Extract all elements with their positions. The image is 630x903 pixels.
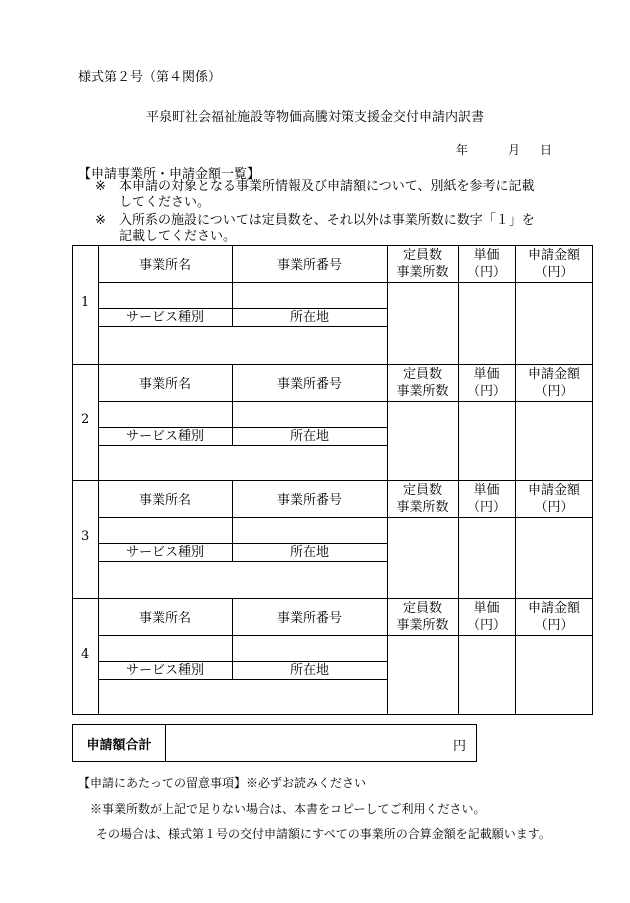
block-2-row-line-2: [98, 445, 387, 446]
header-capacity-line1: 定員数: [402, 248, 442, 263]
header-capacity-line1: 定員数: [402, 483, 442, 498]
block-4-header-line: [98, 635, 593, 636]
header-office-name: 事業所名: [138, 258, 191, 273]
header-office-number: 事業所番号: [276, 611, 342, 626]
block-3-row-line-2: [98, 561, 387, 562]
header-office-number: 事業所番号: [276, 493, 342, 508]
date-line: [456, 141, 552, 158]
date-month-field[interactable]: [508, 141, 540, 158]
label-address: 所在地: [289, 310, 329, 325]
remarks-line-1: ※事業所数が上記で足りない場合は、本書をコピーしてご利用ください。: [90, 802, 486, 816]
section-heading: 【申請事業所・申請金額一覧】: [78, 167, 261, 182]
total-unit: 円: [452, 739, 466, 754]
total-amount-field[interactable]: [453, 735, 466, 754]
header-unit-price-line2: （円）: [466, 384, 506, 399]
application-table: [72, 245, 593, 715]
row-number: 4: [81, 646, 90, 662]
row-number: 2: [81, 412, 90, 427]
header-capacity-line1: 定員数: [402, 367, 442, 382]
label-service-type: サービス種別: [125, 429, 204, 444]
total-label: 申請額合計: [73, 725, 166, 761]
header-amount-line1: 申請金額: [527, 248, 580, 263]
label-service-type: サービス種別: [125, 310, 204, 325]
header-capacity-line2: 事業所数: [396, 500, 449, 515]
header-office-name: 事業所名: [138, 493, 191, 508]
header-unit-price-line2: （円）: [466, 265, 506, 280]
label-service-type: サービス種別: [125, 545, 204, 560]
header-unit-price-line1: 単価: [473, 483, 500, 498]
document-title: 平泉町社会福祉施設等物価高騰対策支援金交付申請内訳書: [145, 110, 484, 125]
label-address: 所在地: [289, 545, 329, 560]
remarks-line-2: その場合は、様式第１号の交付申請額にすべての事業所の合算金額を記載願います。: [96, 827, 551, 841]
header-amount-line2: （円）: [534, 265, 574, 280]
header-amount-line2: （円）: [534, 500, 574, 515]
header-amount-line1: 申請金額: [527, 367, 580, 382]
header-capacity-line2: 事業所数: [396, 618, 449, 633]
form-number: 様式第２号（第４関係）: [78, 70, 222, 85]
block-4-row-line-2: [98, 679, 387, 680]
row-number: 1: [81, 294, 90, 310]
block-1-row-line-2: [98, 326, 387, 327]
block-3-header-line: [98, 517, 593, 518]
header-capacity-line1: 定員数: [402, 601, 442, 616]
header-amount-line1: 申請金額: [527, 601, 580, 616]
date-month-label: 月: [508, 143, 521, 157]
header-office-number: 事業所番号: [276, 377, 342, 392]
note-2: [95, 213, 535, 245]
header-unit-price-line1: 単価: [473, 367, 500, 382]
date-year-field[interactable]: [456, 141, 508, 158]
header-amount-line1: 申請金額: [527, 483, 580, 498]
block-1-header-line: [98, 282, 593, 283]
header-office-number: 事業所番号: [276, 258, 342, 273]
header-unit-price-line1: 単価: [473, 601, 500, 616]
note-2-line2: 記載してください。: [119, 229, 237, 244]
header-capacity-line2: 事業所数: [396, 265, 449, 280]
block-2-header-line: [98, 401, 593, 402]
header-unit-price-line2: （円）: [466, 618, 506, 633]
label-address: 所在地: [289, 663, 329, 678]
remarks-heading: 【申請にあたっての留意事項】※必ずお読みください: [78, 776, 367, 790]
total-box: [72, 724, 477, 762]
label-address: 所在地: [289, 429, 329, 444]
header-amount-line2: （円）: [534, 618, 574, 633]
note-1: [95, 179, 534, 211]
header-unit-price-line1: 単価: [473, 248, 500, 263]
header-office-name: 事業所名: [138, 377, 191, 392]
date-day-label: 日: [540, 143, 553, 157]
row-number: 3: [81, 529, 90, 544]
note-1-line1: 本申請の対象となる事業所情報及び申請額について、別紙を参考に記載: [119, 179, 535, 194]
date-year-label: 年: [456, 143, 469, 157]
header-unit-price-line2: （円）: [466, 500, 506, 515]
note-2-mark: ※: [95, 213, 106, 228]
header-capacity-line2: 事業所数: [396, 384, 449, 399]
header-office-name: 事業所名: [138, 611, 191, 626]
note-1-line2: してください。: [119, 195, 211, 210]
header-amount-line2: （円）: [534, 384, 574, 399]
label-service-type: サービス種別: [125, 663, 204, 678]
note-1-mark: ※: [95, 179, 106, 194]
note-2-line1: 入所系の施設については定員数を、それ以外は事業所数に数字「１」を: [119, 213, 535, 228]
